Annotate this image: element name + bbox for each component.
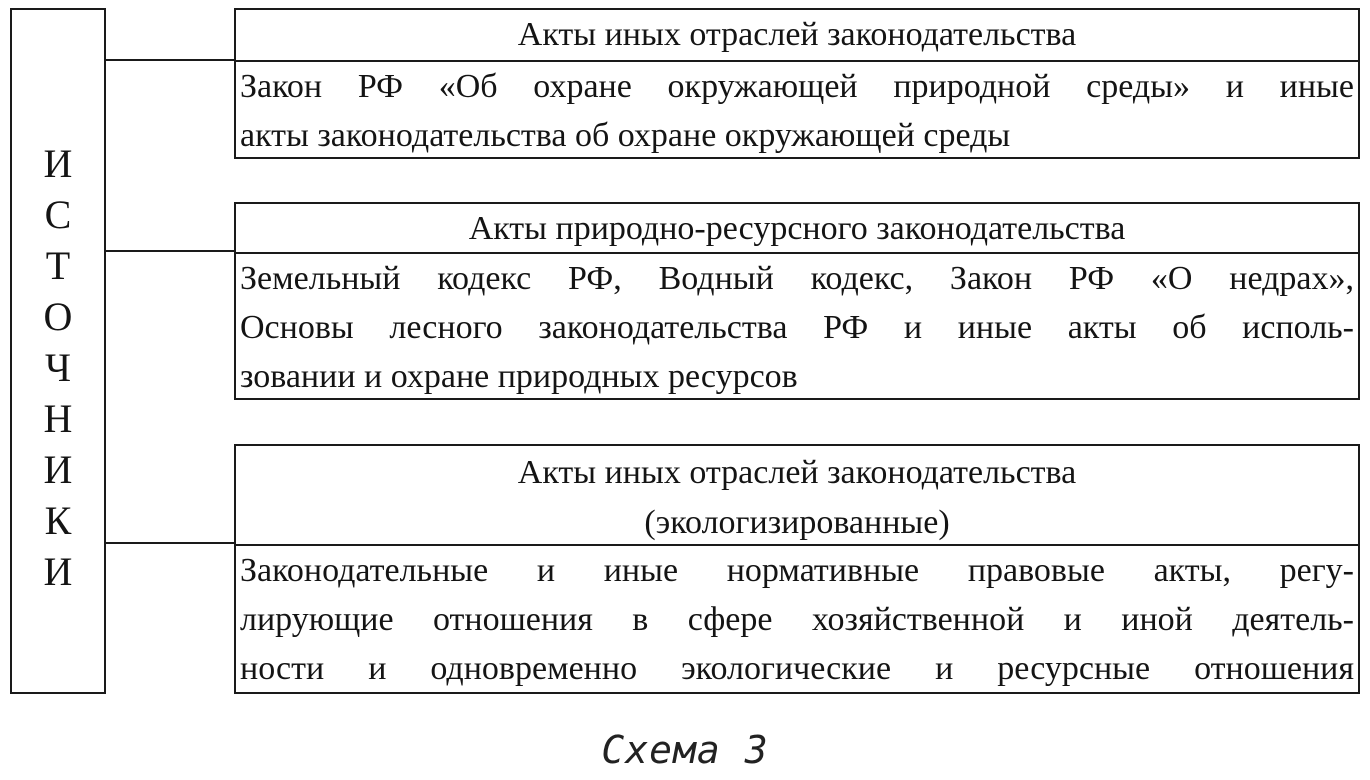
- sources-vertical-label: [12, 138, 104, 597]
- group-heading: [234, 444, 1360, 544]
- group-heading: [234, 8, 1360, 60]
- connector-line-1: [105, 59, 236, 61]
- group-other-branches: [234, 8, 1360, 159]
- group-body-line: лирующие отношения в сфере хозяйственной и иной деятель-: [240, 601, 1354, 638]
- sources-letter: С: [44, 192, 72, 237]
- group-body: [234, 252, 1360, 400]
- sources-letter: К: [44, 498, 72, 543]
- group-heading-line: Акты иных отраслей законодательства: [517, 454, 1077, 491]
- group-body: [234, 544, 1360, 694]
- group-body-line: зовании и охране природных ресурсов: [240, 358, 798, 395]
- group-body-line: ности и одновременно экологические и ресурсные отношения: [240, 650, 1354, 687]
- sources-letter: Т: [45, 243, 71, 288]
- sources-letter: О: [43, 294, 73, 339]
- group-body-line: Земельный кодекс РФ, Водный кодекс, Закон РФ «О недрах»,: [240, 260, 1354, 297]
- group-heading: [234, 202, 1360, 252]
- sources-box: [10, 8, 106, 694]
- group-body-line: Закон РФ «Об охране окружающей природной среды» и иные: [240, 68, 1354, 105]
- group-ecologized: [234, 444, 1360, 694]
- sources-letter: Ч: [45, 345, 71, 390]
- group-body-line: Законодательные и иные нормативные правовые акты, регу-: [240, 552, 1354, 589]
- connector-line-2: [105, 250, 236, 252]
- group-natural-resource: [234, 202, 1360, 400]
- group-heading-line: Акты природно-ресурсного законодательства: [468, 210, 1126, 247]
- group-body-line: Основы лесного законодательства РФ и иные акты об исполь-: [240, 309, 1354, 346]
- group-heading-line: Акты иных отраслей законодательства: [517, 16, 1077, 53]
- scheme-caption: Схема 3: [601, 728, 769, 772]
- sources-letter: И: [43, 549, 73, 594]
- group-heading-line: (экологизированные): [644, 504, 950, 541]
- connector-line-3: [105, 542, 236, 544]
- group-body-line: акты законодательства об охране окружающей среды: [240, 117, 1011, 154]
- group-body: [234, 60, 1360, 159]
- sources-letter: Н: [43, 396, 73, 441]
- sources-letter: И: [43, 141, 73, 186]
- sources-letter: И: [43, 447, 73, 492]
